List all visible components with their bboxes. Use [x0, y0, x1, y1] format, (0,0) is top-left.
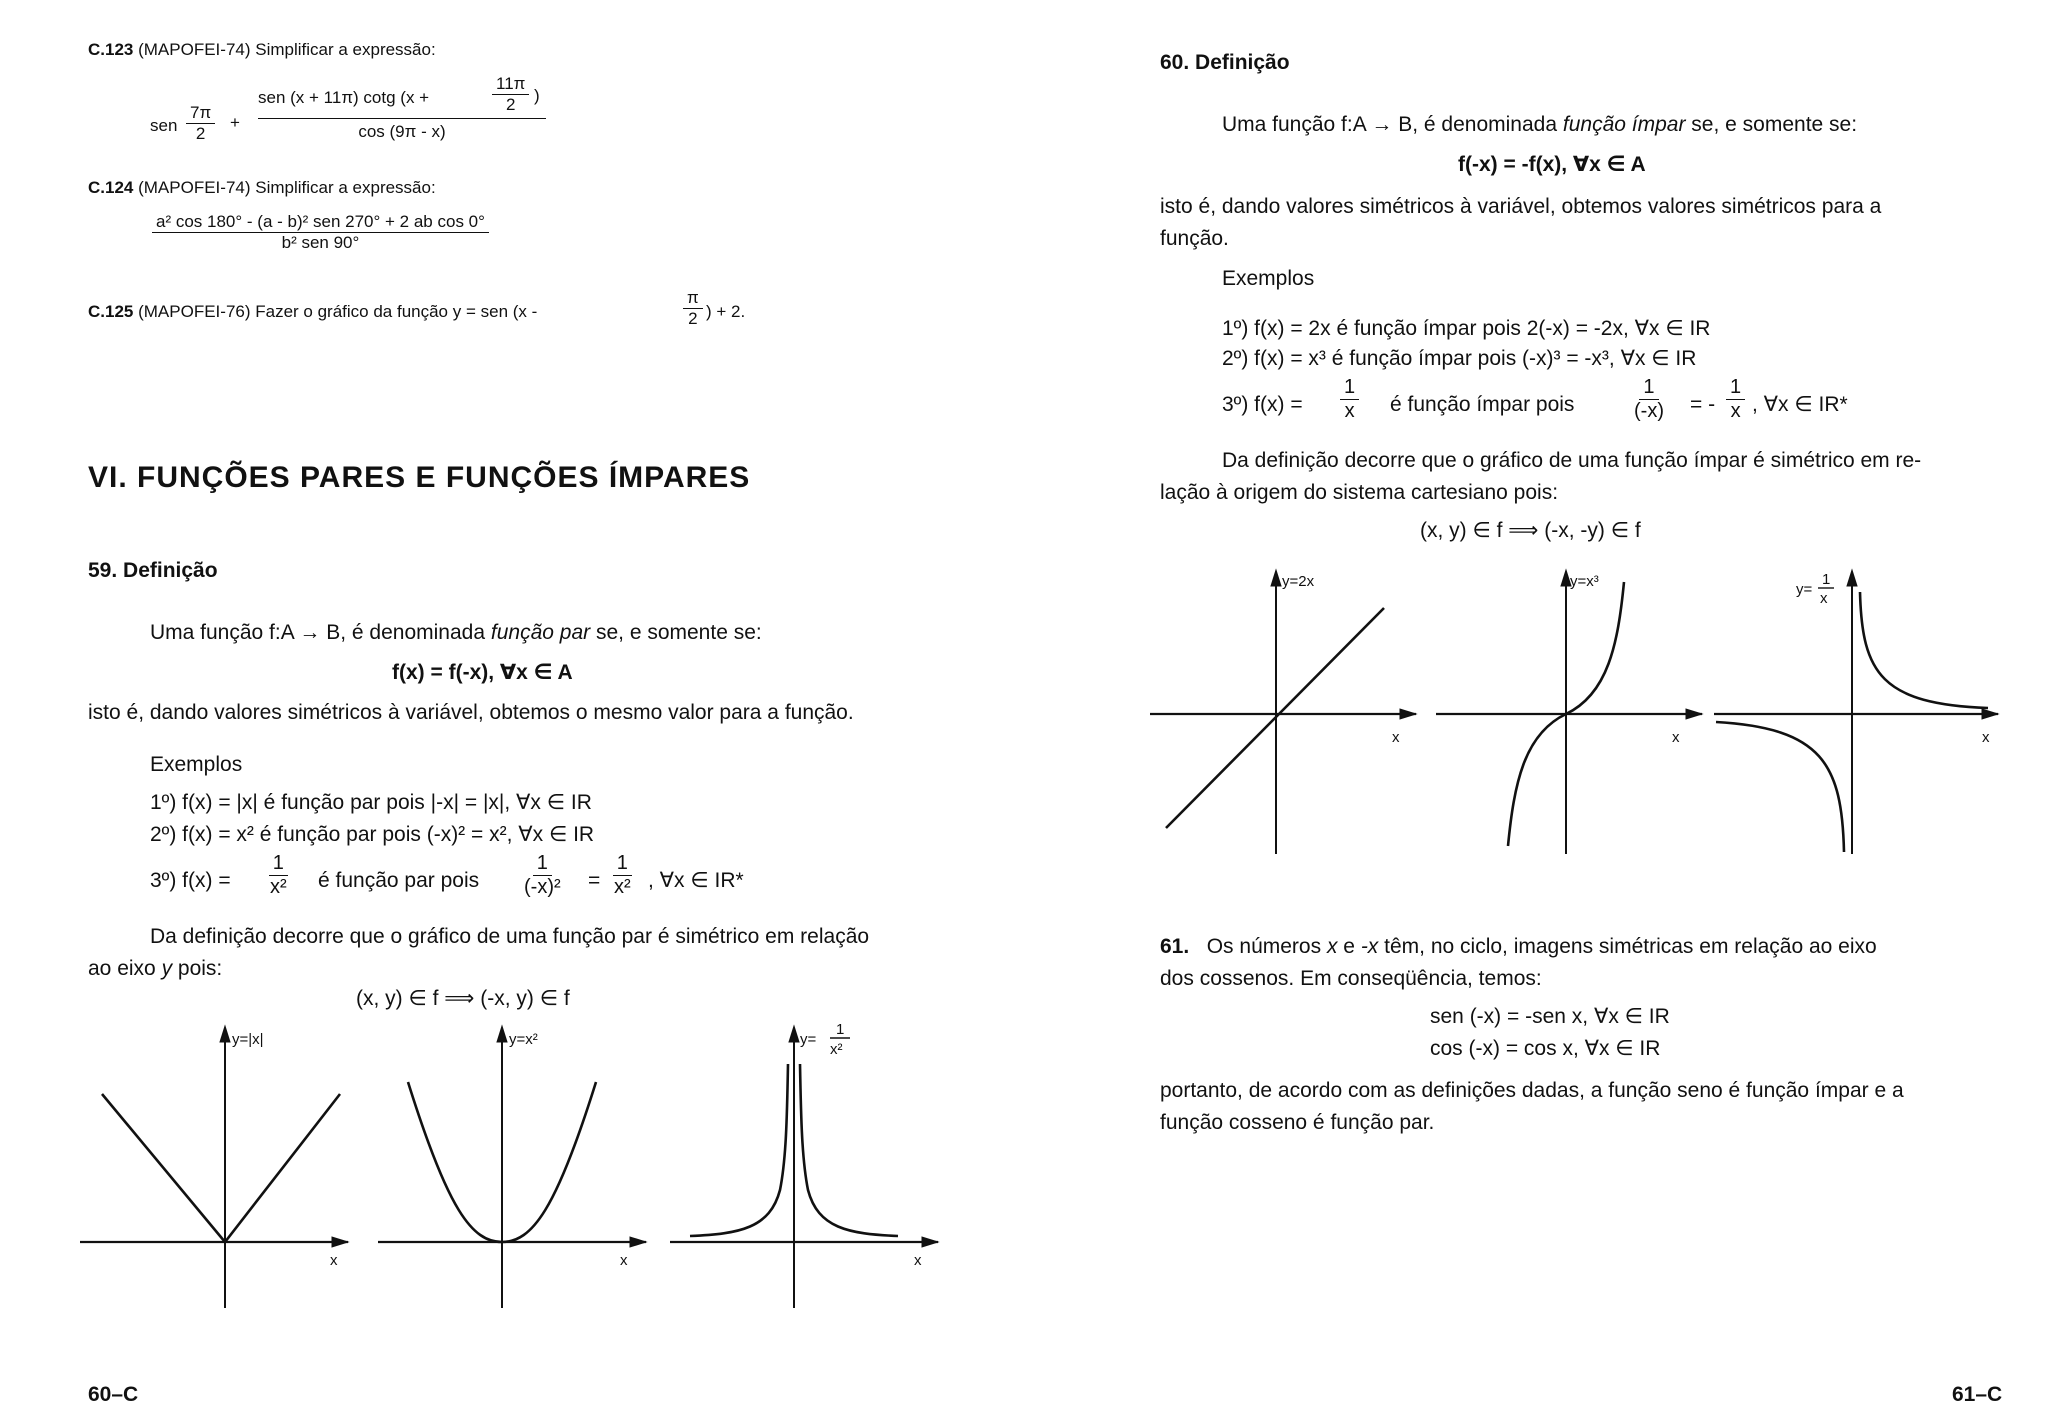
section-59-title: 59. Definição	[88, 559, 218, 582]
x-label: x	[1982, 729, 1990, 746]
section-60-isto-1: isto é, dando valores simétricos à variável, obtemos valores simétricos para a	[1160, 195, 1882, 218]
section-59-example-2: 2º) f(x) = x² é função par pois (-x)² = x², ∀x ∈ IR	[150, 823, 595, 846]
c124-label: C.124	[88, 178, 134, 197]
x-label: x	[620, 1252, 628, 1269]
graph-x-cubed	[1434, 564, 1724, 864]
page-number-right: 61–C	[1952, 1383, 2003, 1406]
x-axis-arrow	[630, 1237, 646, 1247]
section-59-isto: isto é, dando valores simétricos à variável, obtemos o mesmo valor para a função.	[88, 701, 854, 724]
section-61-conclusion-1: portanto, de acordo com as definições dadas, a função seno é função ímpar e a	[1160, 1079, 1904, 1102]
graph-label: y=	[1796, 581, 1813, 598]
c123-inner-frac: $\frac{11\pi}{2}$	[492, 74, 529, 114]
section-60-example-2: 2º) f(x) = x³ é função ímpar pois (-x)³ = -x³, ∀x ∈ IR	[1222, 347, 1697, 370]
c123-frac-7pi-2: $\frac{7\pi}{2}$	[186, 103, 215, 143]
c123-sen: sen	[150, 116, 178, 135]
curve-abs-x	[102, 1094, 340, 1242]
ex3-frac-1-x2b: $\frac{1}{\text{x²}}$	[614, 852, 631, 898]
graph-frac-num: 1	[836, 1021, 845, 1038]
c125-pi-over-2: $\frac{\pi}{2}$	[683, 288, 703, 328]
section-60-example-1: 1º) f(x) = 2x é função ímpar pois 2(-x) = -2x, ∀x ∈ IR	[1222, 317, 1711, 340]
x-label: x	[1672, 729, 1680, 746]
curve-inverse-x-squared-left	[690, 1064, 788, 1236]
x-label: x	[330, 1252, 338, 1269]
ex3-frac-1-mx2: $\frac{1}{\text{(-x)²}}$	[524, 852, 561, 898]
section-59-conclusion-1: Da definição decorre que o gráfico de uma função par é simétrico em relação	[150, 925, 870, 948]
section-60-title: 60. Definição	[1160, 51, 1290, 74]
ex3-frac-1-x: $\frac{1}{x}$	[1340, 376, 1359, 423]
y-axis-arrow	[220, 1026, 230, 1042]
graph-label: y=x²	[509, 1031, 538, 1048]
section-59-formula: f(x) = f(-x), ∀x ∈ A	[392, 661, 573, 684]
section-59-conclusion-2: ao eixo y pois:	[88, 957, 223, 980]
c125-statement	[88, 302, 537, 322]
ex3-frac-1-x2: $\frac{1}{\text{x²}}$	[270, 852, 287, 898]
y-axis-arrow	[789, 1026, 799, 1042]
section-61-eq-2: cos (-x) = cos x, ∀x ∈ IR	[1430, 1037, 1661, 1060]
c123-text: (MAPOFEI-74) Simplificar a expressão:	[138, 40, 436, 59]
x-label: x	[1392, 729, 1400, 746]
c123-statement	[88, 40, 436, 60]
x-axis-arrow	[1686, 709, 1702, 719]
c123-label: C.123	[88, 40, 134, 59]
section-61-eq-1: sen (-x) = -sen x, ∀x ∈ IR	[1430, 1005, 1670, 1028]
y-axis-arrow	[497, 1026, 507, 1042]
curve-inverse-x-squared-right	[800, 1064, 898, 1236]
section-59-exemplos: Exemplos	[150, 753, 243, 776]
x-axis-arrow	[1982, 709, 1998, 719]
section-60-conclusion-2: lação à origem do sistema cartesiano pois:	[1160, 481, 1559, 504]
page-number-left: 60–C	[88, 1383, 139, 1406]
graph-label: y=x³	[1570, 573, 1599, 590]
ex3-frac-1-x-b: $\frac{1}{x}$	[1726, 376, 1745, 423]
section-59-definition: Uma função f:A → B, é denominada função par se, e somente se:	[150, 621, 762, 644]
section-60-isto-2: função.	[1160, 227, 1229, 250]
c125-label: C.125	[88, 302, 134, 321]
section-60-conclusion-1: Da definição decorre que o gráfico de uma função ímpar é simétrico em re-	[1222, 449, 1922, 472]
section-61-line-1: 61. Os números x e -x têm, no ciclo, imagens simétricas em relação ao eixo	[1160, 935, 1877, 958]
graph-frac-num: 1	[1822, 571, 1831, 588]
section-60-exemplos: Exemplos	[1222, 267, 1315, 290]
graph-frac-den: x²	[830, 1041, 843, 1058]
c124-statement	[88, 178, 436, 198]
c125-tail: ) + 2.	[706, 302, 746, 321]
graph-frac-den: x	[1820, 590, 1828, 607]
graph-label: y=2x	[1282, 573, 1315, 590]
y-axis-arrow	[1847, 570, 1857, 586]
section-60-definition: Uma função f:A → B, é denominada função ímpar se, e somente se:	[1222, 113, 1858, 136]
chapter-title: VI. FUNÇÕES PARES E FUNÇÕES ÍMPARES	[88, 461, 751, 494]
c123-close-paren: )	[534, 86, 540, 105]
graph-label: y=|x|	[232, 1031, 264, 1048]
c123-big-numerator: sen (x + 11π) cotg (x +	[258, 88, 430, 107]
graph-label: y=	[800, 1031, 817, 1048]
section-59-example-1: 1º) f(x) = |x| é função par pois |-x| = |x|, ∀x ∈ IR	[150, 791, 592, 814]
section-60-implication: (x, y) ∈ f ⟹ (-x, -y) ∈ f	[1420, 519, 1641, 542]
c124-fraction: a² cos 180° - (a - b)² sen 270° + 2 ab cos 0° b² sen 90°	[152, 212, 489, 252]
curve-inverse-x-left	[1716, 722, 1844, 852]
x-label: x	[914, 1252, 922, 1269]
graph-x-squared	[378, 1020, 668, 1320]
section-61-line-2: dos cossenos. Em conseqüência, temos:	[1160, 967, 1542, 990]
section-59-implication: (x, y) ∈ f ⟹ (-x, y) ∈ f	[356, 987, 570, 1010]
c123-big-denominator: cos (9π - x)	[358, 122, 446, 141]
x-axis-arrow	[1400, 709, 1416, 719]
c123-plus: +	[230, 113, 240, 132]
c124-text: (MAPOFEI-74) Simplificar a expressão:	[138, 178, 436, 197]
graph-inverse-x	[1712, 564, 2012, 864]
graph-2x	[1148, 564, 1428, 864]
c125-text: (MAPOFEI-76) Fazer o gráfico da função y = sen (x -	[138, 302, 538, 321]
graph-inverse-x-squared	[670, 1020, 950, 1320]
ex3-frac-1-mx: $\frac{1}{(-x)}$	[1634, 376, 1664, 422]
curve-inverse-x-right	[1860, 592, 1988, 708]
x-axis-arrow	[332, 1237, 348, 1247]
x-axis-arrow	[922, 1237, 938, 1247]
y-axis-arrow	[1271, 570, 1281, 586]
section-61-conclusion-2: função cosseno é função par.	[1160, 1111, 1435, 1134]
graph-abs-x	[80, 1020, 360, 1320]
section-60-formula: f(-x) = -f(x), ∀x ∈ A	[1458, 153, 1646, 176]
